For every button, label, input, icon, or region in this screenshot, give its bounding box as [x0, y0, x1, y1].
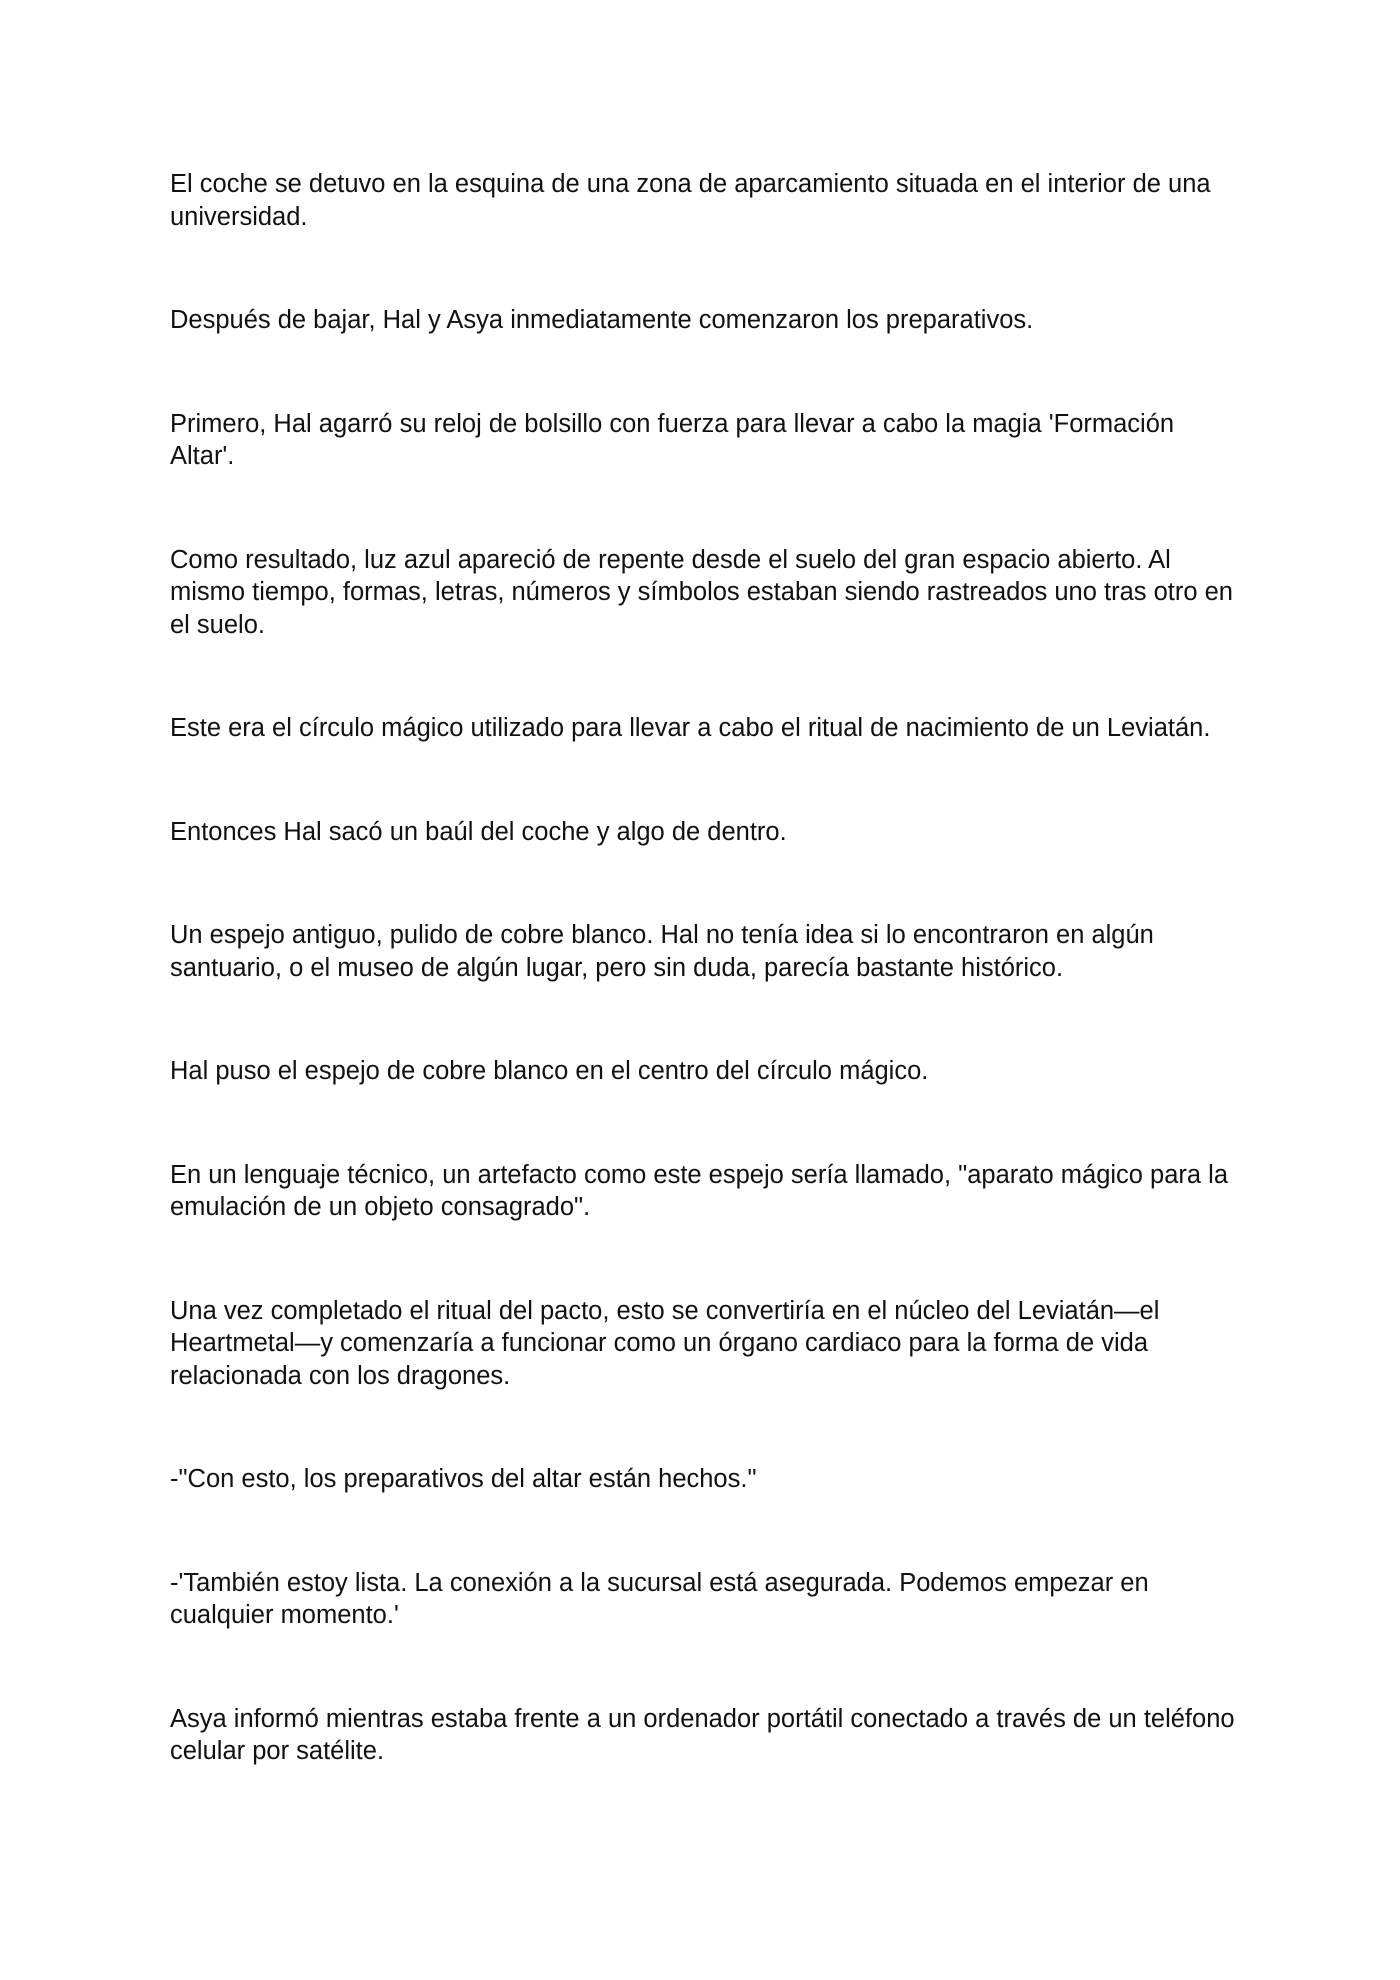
paragraph: Un espejo antiguo, pulido de cobre blanco. Hal no tenía idea si lo encontraron en algún santuario, o el museo de algún lugar, pero sin duda, parecía bastante histórico. [170, 921, 1154, 982]
paragraph: Entonces Hal sacó un baúl del coche y algo de dentro. [170, 817, 787, 846]
paragraph: Asya informó mientras estaba frente a un ordenador portátil conectado a través de un teléfono celular por satélite. [170, 1704, 1235, 1765]
paragraph: Hal puso el espejo de cobre blanco en el centro del círculo mágico. [170, 1057, 929, 1085]
paragraph: Como resultado, luz azul apareció de repente desde el suelo del gran espacio abierto. Al mismo tiempo, formas, letras, números y símbolos estaban siendo rastreados uno tras otro en el suelo. [170, 545, 1233, 639]
paragraph: En un lenguaje técnico, un artefacto como este espejo sería llamado, "aparato mágico para la emulación de un objeto consagrado". [170, 1160, 1229, 1221]
paragraph: Después de bajar, Hal y Asya inmediatamente comenzaron los preparativos. [170, 306, 1034, 334]
paragraph: Una vez completado el ritual del pacto, esto se convertiría en el núcleo del Leviatán—el Heartmetal—y comenzaría a funcionar como un órgano cardiaco para la forma de vida relacionada con los dragones. [170, 1296, 1160, 1390]
document-body [170, 168, 1240, 1768]
paragraph: Primero, Hal agarró su reloj de bolsillo con fuerza para llevar a cabo la magia 'Formación Altar'. [170, 409, 1175, 470]
paragraph: Este era el círculo mágico utilizado para llevar a cabo el ritual de nacimiento de un Leviatán. [170, 714, 1211, 742]
paragraph: El coche se detuvo en la esquina de una zona de aparcamiento situada en el interior de una universidad. [170, 170, 1211, 231]
paragraph: -'También estoy lista. La conexión a la sucursal está asegurada. Podemos empezar en cualquier momento.' [170, 1568, 1149, 1629]
paragraph: -"Con esto, los preparativos del altar están hechos." [170, 1465, 757, 1493]
